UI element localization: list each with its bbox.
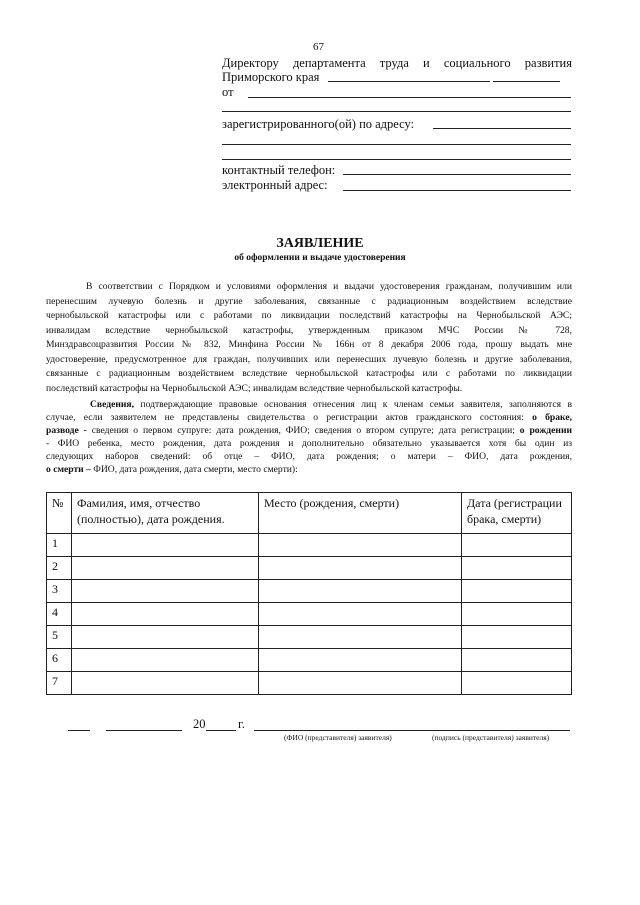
info-line — [46, 424, 572, 437]
cell-fio[interactable] — [72, 534, 259, 557]
info-paragraph — [46, 398, 572, 476]
body-paragraph — [46, 280, 572, 396]
header-place: Место (рождения, смерти) — [259, 493, 462, 534]
cell-date[interactable] — [462, 534, 572, 557]
body-line: связанные с радиационным воздействием вследствие чернобыльской катастрофы или с работами по ликвидации — [46, 368, 572, 379]
signature-fill-line[interactable] — [254, 730, 570, 731]
from-fill-line-2[interactable] — [222, 111, 571, 112]
addressee-region: Приморского края — [222, 70, 320, 84]
address-fill-line-2[interactable] — [222, 144, 571, 145]
table-row — [47, 603, 572, 626]
table-row — [47, 580, 572, 603]
email-label: электронный адрес: — [222, 178, 328, 192]
body-line: перенесшим лучевую болезнь и другие заболевания, связанные с радиационным воздействием вследствие — [46, 295, 572, 307]
body-line: чернобыльской катастрофы или с работами по ликвидации последствий катастрофы на Чернобыльской АЭС; — [46, 310, 572, 321]
cell-place[interactable] — [259, 626, 462, 649]
cell-date[interactable] — [462, 649, 572, 672]
address-label: зарегистрированного(ой) по адресу: — [222, 117, 415, 131]
info-text: сведения о первом супруге: дата рождения, ФИО; сведения о втором супруге; дата регистрации; — [86, 425, 520, 436]
table-row — [47, 557, 572, 580]
row-number: 6 — [47, 649, 72, 672]
header-number: № — [47, 493, 72, 534]
cell-date[interactable] — [462, 603, 572, 626]
row-number: 1 — [47, 534, 72, 557]
info-line — [46, 398, 572, 411]
family-table — [46, 492, 572, 695]
info-text: случае, если заявителем не представлены свидетельства о регистрации актов гражданского состояния: — [46, 412, 533, 423]
cell-place[interactable] — [259, 603, 462, 626]
row-number: 3 — [47, 580, 72, 603]
document-title: ЗАЯВЛЕНИЕ — [276, 236, 364, 251]
month-fill-line[interactable] — [106, 730, 182, 731]
addressee-line: Директору департамента труда и социального развития — [222, 56, 572, 70]
table-row — [47, 534, 572, 557]
addressee-fill-line[interactable] — [328, 81, 490, 82]
cell-fio[interactable] — [72, 580, 259, 603]
info-line: следующих наборов сведений: об отце – ФИО, дата рождения; о матери – ФИО, дата рождения, — [46, 451, 572, 462]
day-fill-line[interactable] — [68, 730, 90, 731]
address-fill-line[interactable] — [433, 128, 571, 129]
table-header-row — [47, 493, 572, 534]
cell-place[interactable] — [259, 672, 462, 695]
table-row — [47, 672, 572, 695]
cell-fio[interactable] — [72, 649, 259, 672]
page-number: 67 — [313, 41, 324, 53]
cell-fio[interactable] — [72, 603, 259, 626]
body-line: последствий катастрофы на Чернобыльской АЭС; инвалидам вследствие чернобыльской катастрофы. — [46, 382, 463, 394]
row-number: 4 — [47, 603, 72, 626]
header-fio: Фамилия, имя, отчество (полностью), дата рождения. — [72, 493, 259, 534]
addressee-fill-line-2[interactable] — [493, 81, 560, 82]
body-line: В соответствии с Порядком и условиями оформления и выдачи удостоверения гражданам, получившим или — [86, 281, 572, 292]
year-fill-line[interactable] — [206, 730, 236, 731]
document-subtitle: об оформлении и выдаче удостоверения — [234, 253, 406, 263]
cell-fio[interactable] — [72, 626, 259, 649]
info-bold: Сведения, — [90, 399, 134, 410]
info-line — [46, 411, 572, 424]
info-line — [46, 463, 572, 476]
info-bold: разводе - — [46, 425, 87, 436]
body-line: Минздравсоцразвития России № 832, Минфина России № 166н от 8 декабря 2006 года, прошу выдать мне — [46, 339, 572, 350]
row-number: 5 — [47, 626, 72, 649]
info-text: подтверждающие правовые основания отнесения лиц к членам семьи заявителя, заполняются в — [134, 399, 572, 410]
info-line: - ФИО ребенка, место рождения, дата рождения и дополнительно обязательно указывается хотя бы один из — [46, 438, 572, 449]
year-prefix: 20 — [193, 717, 206, 731]
cell-fio[interactable] — [72, 672, 259, 695]
cell-place[interactable] — [259, 580, 462, 603]
info-bold: о браке, — [532, 412, 572, 423]
from-label: от — [222, 85, 234, 99]
cell-date[interactable] — [462, 626, 572, 649]
email-fill-line[interactable] — [343, 190, 571, 191]
cell-date[interactable] — [462, 557, 572, 580]
header-date: Дата (регистрации брака, смерти) — [462, 493, 572, 534]
cell-place[interactable] — [259, 534, 462, 557]
signature-caption: (подпись (представителя) заявителя) — [432, 733, 550, 742]
fio-caption: (ФИО (представителя) заявителя) — [284, 733, 392, 742]
cell-place[interactable] — [259, 557, 462, 580]
phone-fill-line[interactable] — [343, 174, 571, 175]
table-row — [47, 626, 572, 649]
body-line: удостоверение, предусмотренное для граждан, получивших или перенесших лучевую болезнь и другие заболевания, — [46, 353, 572, 365]
cell-fio[interactable] — [72, 557, 259, 580]
cell-place[interactable] — [259, 649, 462, 672]
phone-label: контактный телефон: — [222, 163, 336, 177]
body-line: инвалидам вследствие чернобыльской катастрофы, утвержденным приказом МЧС России № 728, — [46, 324, 572, 336]
address-fill-line-3[interactable] — [222, 159, 571, 160]
row-number: 7 — [47, 672, 72, 695]
from-fill-line[interactable] — [248, 97, 571, 98]
table-row — [47, 649, 572, 672]
row-number: 2 — [47, 557, 72, 580]
cell-date[interactable] — [462, 672, 572, 695]
info-bold: о рождении — [519, 425, 572, 436]
cell-date[interactable] — [462, 580, 572, 603]
year-suffix: г. — [238, 717, 245, 731]
info-bold: о смерти – — [46, 464, 91, 475]
info-text: ФИО, дата рождения, дата смерти, место смерти): — [90, 464, 298, 475]
